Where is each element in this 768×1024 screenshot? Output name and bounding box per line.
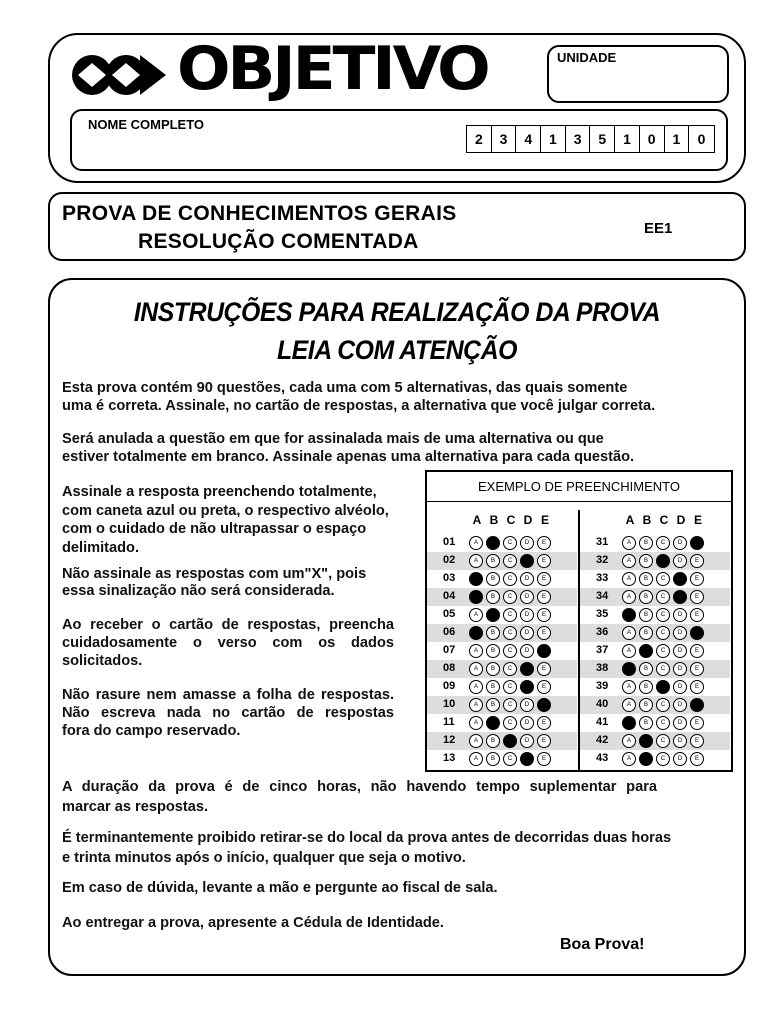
answer-bubble: B bbox=[486, 734, 500, 748]
answer-bubble: A bbox=[622, 626, 636, 640]
instruction-text: É terminantemente proibido retirar-se do local da prova antes de decorridas duas horas bbox=[62, 830, 672, 846]
answer-row bbox=[427, 714, 577, 732]
answer-bubble: B bbox=[486, 590, 500, 604]
answer-bubble: E bbox=[537, 626, 551, 640]
answer-bubble: A bbox=[622, 644, 636, 658]
option-letter: A bbox=[625, 513, 635, 527]
answer-bubble: A bbox=[469, 716, 483, 730]
question-number: 42 bbox=[596, 734, 609, 746]
code-digit: 0 bbox=[640, 126, 665, 152]
answer-row bbox=[427, 750, 577, 768]
option-letter: A bbox=[472, 513, 482, 527]
answer-bubble: B bbox=[486, 680, 500, 694]
answer-bubble bbox=[503, 734, 517, 748]
unidade-label: UNIDADE bbox=[557, 50, 617, 65]
answer-bubble: D bbox=[520, 536, 534, 550]
answer-bubble bbox=[469, 572, 483, 586]
code-digit: 3 bbox=[566, 126, 591, 152]
answer-bubble: B bbox=[639, 698, 653, 712]
answer-bubble: A bbox=[622, 680, 636, 694]
answer-column-left bbox=[427, 510, 577, 768]
answer-bubble: E bbox=[537, 662, 551, 676]
answer-bubble: D bbox=[673, 680, 687, 694]
answer-bubble: C bbox=[503, 608, 517, 622]
instruction-text: solicitados. bbox=[62, 653, 143, 669]
answer-bubble bbox=[537, 698, 551, 712]
answer-bubble: A bbox=[469, 734, 483, 748]
answer-bubble bbox=[690, 626, 704, 640]
question-number: 40 bbox=[596, 698, 609, 710]
code-digit: 3 bbox=[492, 126, 517, 152]
logo-symbol-icon bbox=[70, 47, 170, 103]
answer-row bbox=[427, 570, 577, 588]
answer-bubble: A bbox=[469, 752, 483, 766]
answer-bubble: A bbox=[469, 554, 483, 568]
answer-bubble bbox=[656, 680, 670, 694]
exam-code: EE1 bbox=[644, 220, 673, 237]
answer-bubble: B bbox=[486, 752, 500, 766]
closing-text: Boa Prova! bbox=[560, 936, 645, 953]
answer-bubble: B bbox=[639, 626, 653, 640]
answer-bubble: A bbox=[622, 752, 636, 766]
answer-bubble bbox=[639, 644, 653, 658]
instruction-text: Não assinale as respostas com um"X", pois bbox=[62, 566, 367, 582]
nome-completo-field[interactable] bbox=[70, 109, 728, 171]
answer-row bbox=[427, 642, 577, 660]
option-letter: B bbox=[642, 513, 652, 527]
answer-row bbox=[580, 552, 730, 570]
answer-bubble: C bbox=[503, 590, 517, 604]
unidade-field[interactable] bbox=[547, 45, 729, 103]
answer-bubble: E bbox=[537, 752, 551, 766]
answer-bubble: E bbox=[537, 590, 551, 604]
answer-bubble bbox=[520, 662, 534, 676]
instruction-text: Será anulada a questão em que for assinalada mais de uma alternativa ou que bbox=[62, 431, 604, 447]
instruction-text: uma é correta. Assinale, no cartão de respostas, a alternativa que você julgar correta. bbox=[62, 398, 656, 414]
answer-bubble bbox=[486, 716, 500, 730]
code-digit: 1 bbox=[665, 126, 690, 152]
letters-header bbox=[427, 510, 577, 534]
answer-bubble: A bbox=[622, 698, 636, 712]
answer-bubble: D bbox=[520, 608, 534, 622]
answer-bubble: D bbox=[520, 626, 534, 640]
question-number: 31 bbox=[596, 536, 609, 548]
answer-bubble: D bbox=[673, 554, 687, 568]
answer-bubble: E bbox=[690, 572, 704, 586]
code-digit: 0 bbox=[697, 131, 706, 147]
answer-bubble: B bbox=[486, 662, 500, 676]
answer-bubble: D bbox=[673, 698, 687, 712]
answer-bubble bbox=[639, 734, 653, 748]
code-digit: 1 bbox=[541, 126, 566, 152]
answer-bubble: B bbox=[639, 662, 653, 676]
answer-bubble: C bbox=[656, 608, 670, 622]
code-digit: 2 bbox=[467, 126, 492, 152]
answer-row bbox=[427, 678, 577, 696]
option-letter: D bbox=[523, 513, 533, 527]
answer-bubble: C bbox=[656, 698, 670, 712]
answer-row bbox=[580, 678, 730, 696]
answer-bubble: C bbox=[656, 536, 670, 550]
answer-bubble: C bbox=[656, 752, 670, 766]
answer-bubble: D bbox=[673, 608, 687, 622]
answer-bubble bbox=[656, 554, 670, 568]
code-digit: 1 bbox=[615, 126, 640, 152]
exam-subtitle: RESOLUÇÃO COMENTADA bbox=[138, 230, 419, 253]
answer-bubble bbox=[469, 626, 483, 640]
answer-bubble bbox=[622, 662, 636, 676]
answer-bubble: B bbox=[486, 554, 500, 568]
option-letter: E bbox=[693, 513, 702, 527]
question-number: 12 bbox=[443, 734, 456, 746]
objetivo-logo bbox=[70, 34, 500, 113]
answer-bubble: D bbox=[673, 752, 687, 766]
option-letter: D bbox=[676, 513, 686, 527]
question-number: 36 bbox=[596, 626, 609, 638]
option-letter: C bbox=[506, 513, 516, 527]
answer-row bbox=[427, 660, 577, 678]
question-number: 05 bbox=[443, 608, 456, 620]
answer-bubble: D bbox=[520, 698, 534, 712]
answer-row bbox=[427, 624, 577, 642]
answer-bubble: E bbox=[690, 554, 704, 568]
instruction-text: Ao entregar a prova, apresente a Cédula de Identidade. bbox=[62, 915, 444, 931]
answer-bubble: C bbox=[503, 554, 517, 568]
question-number: 07 bbox=[443, 644, 456, 656]
answer-row bbox=[427, 732, 577, 750]
instruction-text: fora do campo reservado. bbox=[62, 723, 241, 739]
instruction-text: estiver totalmente em branco. Assinale apenas uma alternativa para cada questão. bbox=[62, 449, 635, 465]
answer-bubble: B bbox=[486, 644, 500, 658]
question-number: 37 bbox=[596, 644, 609, 656]
answer-bubble: E bbox=[537, 572, 551, 586]
answer-bubble: C bbox=[503, 644, 517, 658]
answer-bubble bbox=[520, 752, 534, 766]
question-number: 06 bbox=[443, 626, 456, 638]
answer-bubble: E bbox=[690, 734, 704, 748]
answer-bubble: B bbox=[639, 572, 653, 586]
answer-bubble: D bbox=[520, 572, 534, 586]
answer-row bbox=[580, 588, 730, 606]
instruction-text: Não escreva nada no cartão de respostas bbox=[62, 705, 394, 721]
question-number: 04 bbox=[443, 590, 456, 602]
answer-bubble bbox=[537, 644, 551, 658]
answer-bubble: D bbox=[520, 734, 534, 748]
answer-bubble: E bbox=[690, 590, 704, 604]
question-number: 09 bbox=[443, 680, 456, 692]
answer-bubble: C bbox=[503, 536, 517, 550]
option-letter: B bbox=[489, 513, 499, 527]
answer-row bbox=[580, 534, 730, 552]
answer-bubble: B bbox=[639, 554, 653, 568]
answer-bubble: D bbox=[520, 590, 534, 604]
answer-bubble: B bbox=[486, 698, 500, 712]
answer-bubble: C bbox=[503, 752, 517, 766]
instruction-text: e trinta minutos após o início, qualquer que seja o motivo. bbox=[62, 850, 466, 866]
code-digit: 5 bbox=[590, 126, 615, 152]
answer-row bbox=[580, 624, 730, 642]
instruction-text: marcar as respostas. bbox=[62, 799, 209, 815]
answer-bubble: C bbox=[656, 716, 670, 730]
answer-row bbox=[580, 696, 730, 714]
answer-bubble: C bbox=[503, 626, 517, 640]
answer-bubble: B bbox=[639, 716, 653, 730]
answer-row bbox=[580, 606, 730, 624]
question-number: 34 bbox=[596, 590, 609, 602]
answer-bubble: D bbox=[520, 644, 534, 658]
instruction-text: cuidadosamente o verso com os dados bbox=[62, 635, 394, 651]
answer-row bbox=[427, 534, 577, 552]
answer-bubble: A bbox=[469, 698, 483, 712]
option-letter: C bbox=[659, 513, 669, 527]
answer-bubble: B bbox=[639, 590, 653, 604]
question-number: 08 bbox=[443, 662, 456, 674]
answer-bubble: E bbox=[690, 752, 704, 766]
answer-bubble: B bbox=[486, 626, 500, 640]
answer-bubble: A bbox=[622, 572, 636, 586]
answer-bubble bbox=[469, 590, 483, 604]
answer-row bbox=[580, 750, 730, 768]
answer-bubble: E bbox=[537, 680, 551, 694]
answer-bubble: D bbox=[673, 734, 687, 748]
answer-bubble bbox=[486, 608, 500, 622]
answer-bubble: C bbox=[503, 572, 517, 586]
answer-bubble: E bbox=[537, 608, 551, 622]
instructions-subheading: LEIA COM ATENÇÃO bbox=[276, 335, 518, 365]
answer-bubble: A bbox=[469, 536, 483, 550]
instructions-panel bbox=[48, 278, 746, 976]
question-number: 32 bbox=[596, 554, 609, 566]
answer-bubble: C bbox=[503, 698, 517, 712]
answer-bubble bbox=[520, 554, 534, 568]
answer-bubble bbox=[690, 698, 704, 712]
question-number: 02 bbox=[443, 554, 456, 566]
question-number: 41 bbox=[596, 716, 609, 728]
answer-bubble: E bbox=[690, 662, 704, 676]
question-number: 35 bbox=[596, 608, 609, 620]
answer-bubble: A bbox=[469, 644, 483, 658]
answer-bubble: C bbox=[656, 734, 670, 748]
answer-bubble: D bbox=[673, 716, 687, 730]
instruction-text: Ao receber o cartão de respostas, preencha bbox=[62, 617, 394, 633]
answer-bubble: C bbox=[656, 590, 670, 604]
answer-bubble bbox=[622, 716, 636, 730]
answer-bubble: B bbox=[639, 608, 653, 622]
answer-bubble bbox=[690, 536, 704, 550]
header-panel bbox=[48, 33, 746, 183]
answer-bubble: C bbox=[656, 644, 670, 658]
code-digit: 4 bbox=[516, 126, 541, 152]
answer-row bbox=[580, 660, 730, 678]
nome-completo-label: NOME COMPLETO bbox=[88, 117, 205, 132]
answer-column-right bbox=[580, 510, 730, 768]
answer-bubble: E bbox=[690, 608, 704, 622]
question-number: 38 bbox=[596, 662, 609, 674]
answer-bubble bbox=[520, 680, 534, 694]
answer-bubble: B bbox=[639, 536, 653, 550]
question-number: 03 bbox=[443, 572, 456, 584]
answer-bubble: E bbox=[537, 554, 551, 568]
answer-bubble: D bbox=[673, 536, 687, 550]
question-number: 11 bbox=[443, 716, 455, 728]
answer-bubble: A bbox=[622, 536, 636, 550]
answer-bubble bbox=[622, 608, 636, 622]
answer-row bbox=[580, 732, 730, 750]
answer-bubble: B bbox=[639, 680, 653, 694]
question-number: 10 bbox=[443, 698, 456, 710]
answer-bubble bbox=[673, 572, 687, 586]
answer-bubble: A bbox=[469, 608, 483, 622]
answer-bubble: C bbox=[503, 680, 517, 694]
question-number: 43 bbox=[596, 752, 609, 764]
answer-bubble: D bbox=[520, 716, 534, 730]
question-number: 39 bbox=[596, 680, 609, 692]
answer-bubble: D bbox=[673, 644, 687, 658]
letters-header bbox=[580, 510, 730, 534]
answer-bubble: D bbox=[673, 626, 687, 640]
answer-bubble: E bbox=[690, 716, 704, 730]
instructions-heading: INSTRUÇÕES PARA REALIZAÇÃO DA PROVA bbox=[133, 297, 661, 327]
candidate-code bbox=[466, 125, 715, 153]
answer-bubble: C bbox=[503, 662, 517, 676]
question-number: 33 bbox=[596, 572, 609, 584]
instruction-text: essa sinalização não será considerada. bbox=[62, 583, 335, 599]
answer-row bbox=[580, 714, 730, 732]
answer-bubble: A bbox=[622, 554, 636, 568]
answer-bubble: E bbox=[537, 734, 551, 748]
instruction-text: com o cuidado de não ultrapassar o espaço bbox=[62, 521, 367, 537]
answer-row bbox=[580, 642, 730, 660]
answer-bubble bbox=[486, 536, 500, 550]
answer-row bbox=[427, 606, 577, 624]
question-number: 01 bbox=[443, 536, 456, 548]
answer-row bbox=[427, 552, 577, 570]
instruction-text: delimitado. bbox=[62, 540, 140, 556]
answer-bubble: E bbox=[690, 680, 704, 694]
instruction-text: A duração da prova é de cinco horas, não havendo tempo suplementar para bbox=[62, 779, 657, 795]
answer-bubble: D bbox=[673, 662, 687, 676]
instruction-text: Em caso de dúvida, levante a mão e pergunte ao fiscal de sala. bbox=[62, 880, 498, 896]
fill-example-title: EXEMPLO DE PREENCHIMENTO bbox=[427, 472, 731, 502]
answer-bubble bbox=[673, 590, 687, 604]
answer-bubble: C bbox=[656, 626, 670, 640]
answer-bubble: A bbox=[469, 680, 483, 694]
instruction-text: Assinale a resposta preenchendo totalmente, bbox=[62, 484, 377, 500]
exam-title-panel bbox=[48, 192, 746, 261]
answer-bubble: A bbox=[622, 734, 636, 748]
answer-bubble: C bbox=[656, 662, 670, 676]
fill-example-card bbox=[425, 470, 733, 772]
logo-wordmark: OBJETIVO bbox=[177, 34, 488, 104]
answer-bubble: E bbox=[537, 536, 551, 550]
answer-bubble: E bbox=[537, 716, 551, 730]
answer-bubble: C bbox=[503, 716, 517, 730]
answer-row bbox=[427, 696, 577, 714]
instruction-text: Esta prova contém 90 questões, cada uma com 5 alternativas, das quais somente bbox=[62, 380, 628, 396]
exam-title: PROVA DE CONHECIMENTOS GERAIS bbox=[62, 202, 457, 225]
answer-bubble bbox=[639, 752, 653, 766]
answer-bubble: B bbox=[486, 572, 500, 586]
answer-bubble: C bbox=[656, 572, 670, 586]
question-number: 13 bbox=[443, 752, 456, 764]
instruction-text: Não rasure nem amasse a folha de respostas. bbox=[62, 687, 394, 703]
answer-bubble: E bbox=[690, 644, 704, 658]
answer-row bbox=[427, 588, 577, 606]
answer-row bbox=[580, 570, 730, 588]
option-letter: E bbox=[540, 513, 549, 527]
answer-bubble: A bbox=[469, 662, 483, 676]
instruction-text: com caneta azul ou preta, o respectivo alvéolo, bbox=[62, 503, 389, 519]
answer-bubble: A bbox=[622, 590, 636, 604]
